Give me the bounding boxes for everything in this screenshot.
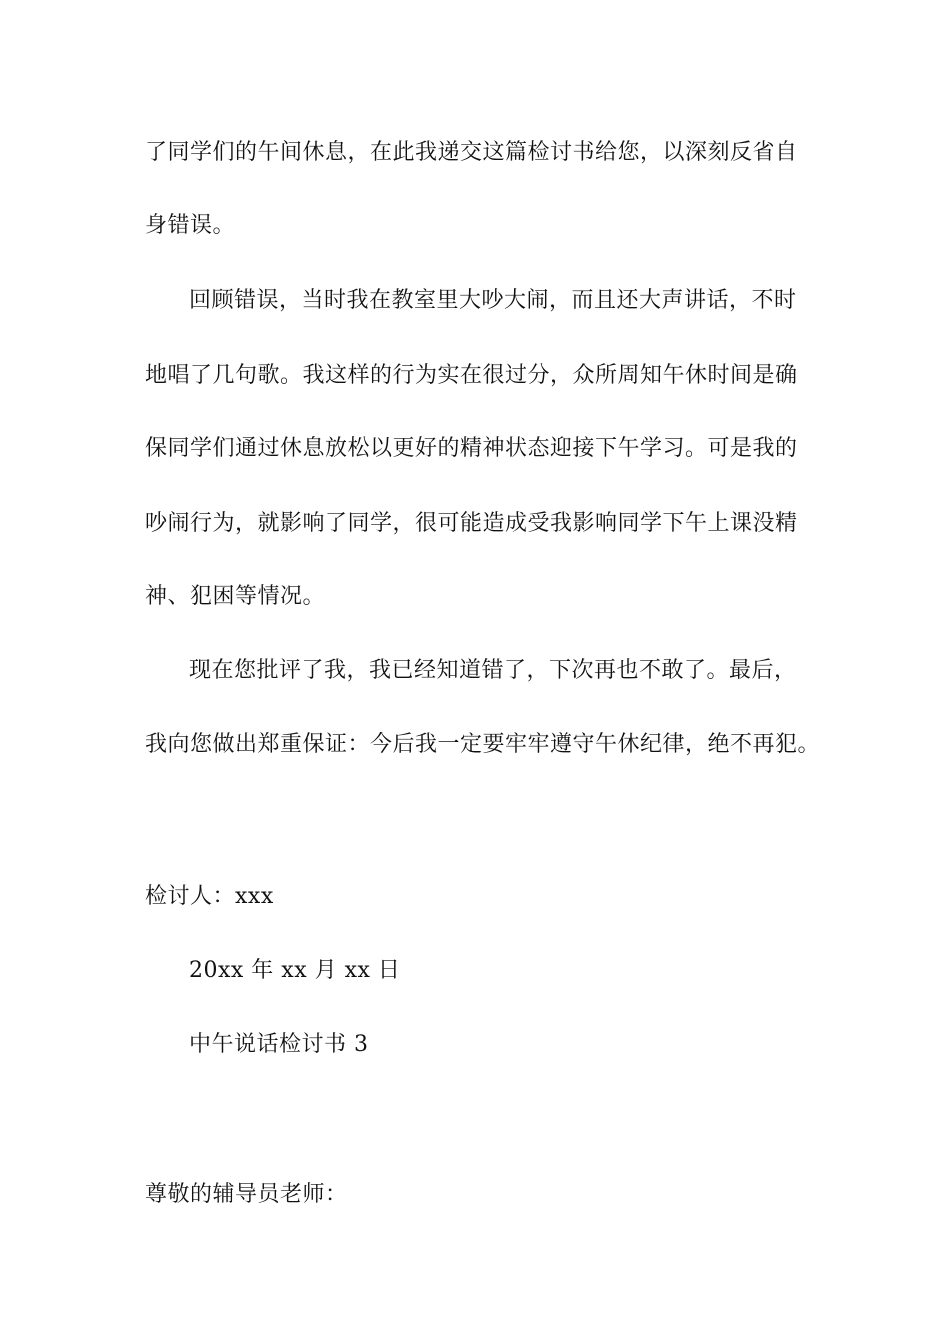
paragraph-line-2: 身错误。: [145, 213, 236, 238]
paragraph-line-9: 我向您做出郑重保证：今后我一定要牢牢遵守午休纪律，绝不再犯。: [145, 732, 821, 757]
paragraph-line-8: 现在您批评了我，我已经知道错了，下次再也不敢了。最后，: [189, 658, 797, 683]
paragraph-line-4: 地唱了几句歌。我这样的行为实在很过分，众所周知午休时间是确: [145, 363, 798, 388]
paragraph-line-6: 吵闹行为，就影响了同学，很可能造成受我影响同学下午上课没精: [145, 511, 798, 536]
paragraph-line-3: 回顾错误，当时我在教室里大吵大闹，而且还大声讲话，不时: [189, 288, 797, 313]
paragraph-line-5: 保同学们通过休息放松以更好的精神状态迎接下午学习。可是我的: [145, 436, 798, 461]
signature-label: 检讨人：xxx: [145, 884, 274, 909]
paragraph-line-1: 了同学们的午间休息，在此我递交这篇检讨书给您，以深刻反省自: [145, 140, 798, 165]
salutation: 尊敬的辅导员老师：: [145, 1182, 348, 1207]
paragraph-line-7: 神、犯困等情况。: [145, 584, 326, 609]
date-line: 20xx 年 xx 月 xx 日: [189, 958, 401, 983]
next-document-title: 中午说话检讨书 3: [189, 1032, 369, 1057]
